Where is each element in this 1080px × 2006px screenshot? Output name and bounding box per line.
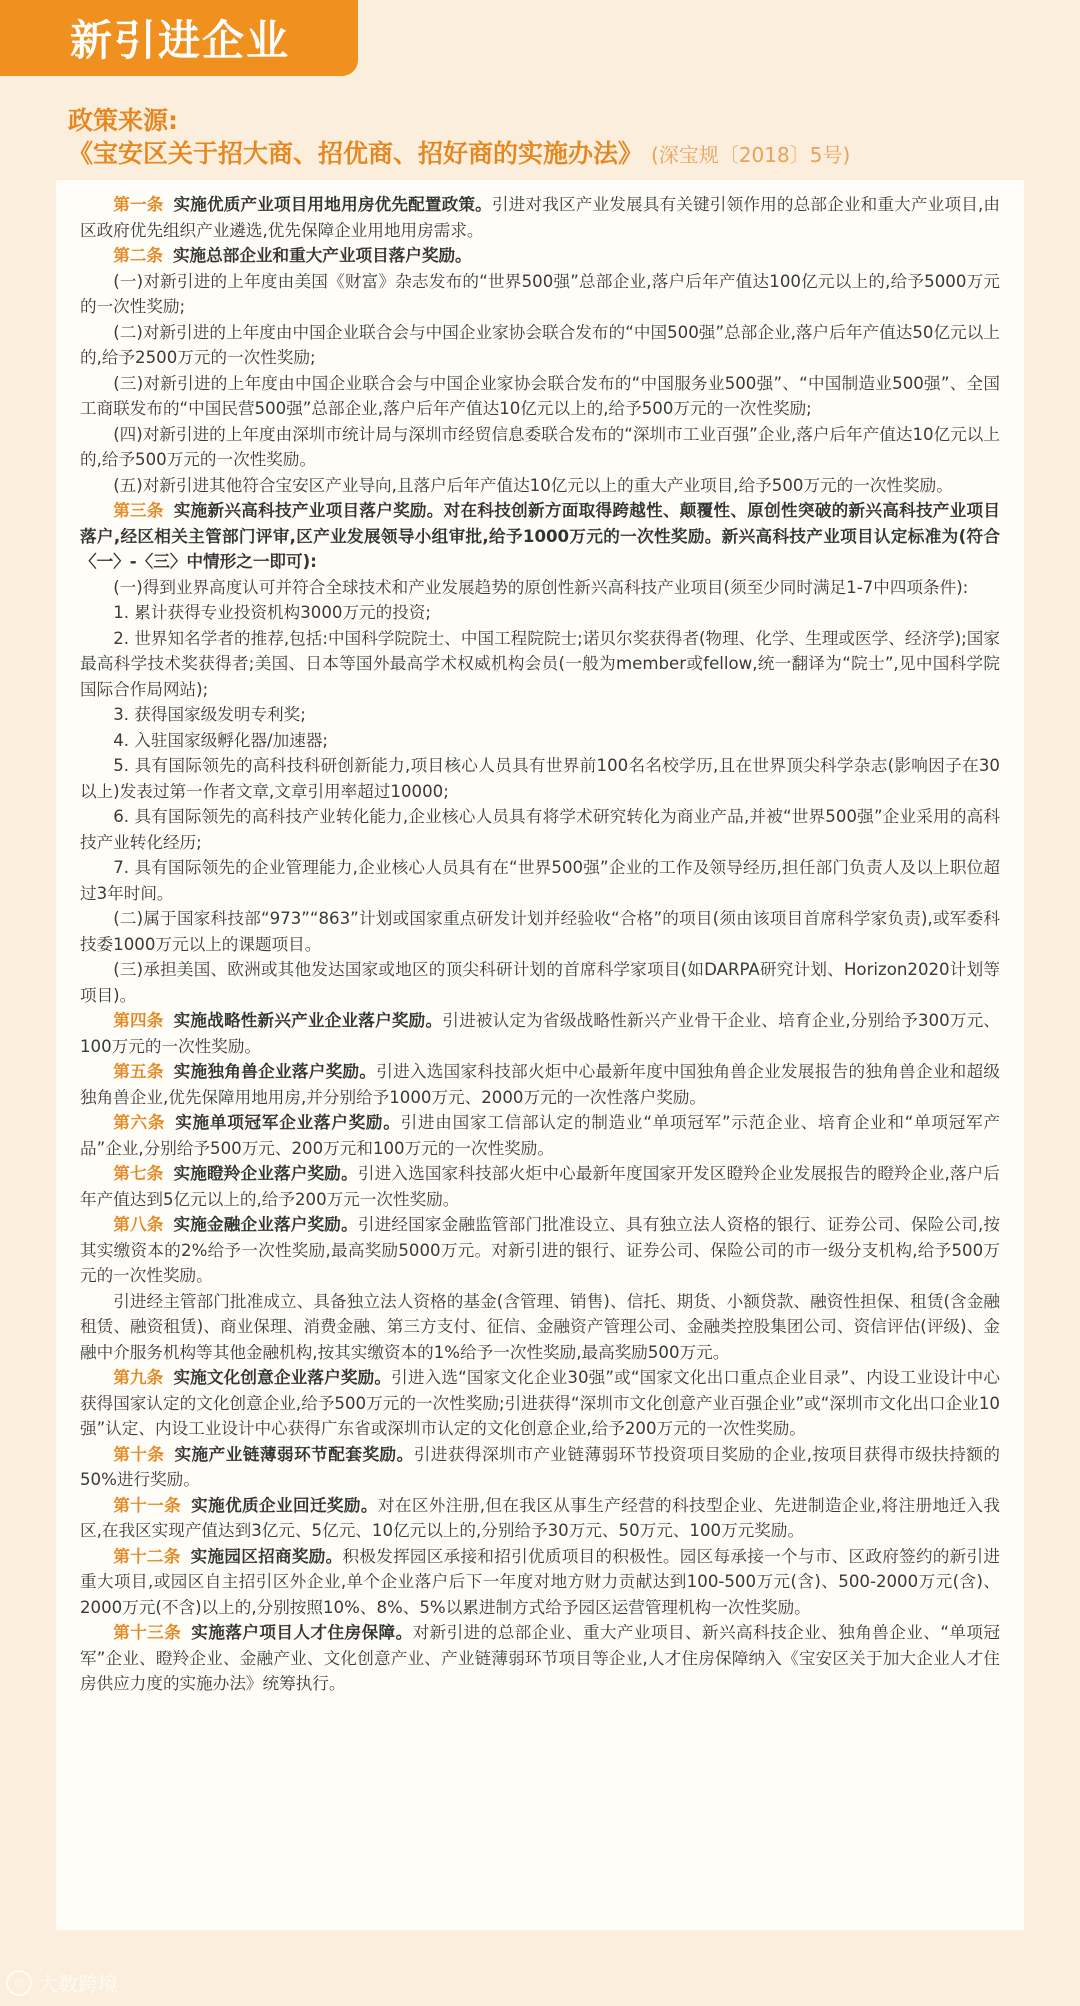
article-heading: 实施文化创意企业落户奖励。 xyxy=(173,1368,392,1387)
article-heading: 实施产业链薄弱环节配套奖励。 xyxy=(174,1444,414,1464)
article-text: (一)得到业界高度认可并符合全球技术和产业发展趋势的原创性新兴高科技产业项目(须至少同时满足1-7中四项条件): xyxy=(113,577,969,597)
article-paragraph xyxy=(80,753,1000,804)
article-paragraph xyxy=(80,243,1000,269)
article-text: 引进被认定为省级战略性新兴产业骨干企业、培育企业,分别给予300万元、100万元的一次性奖励。 xyxy=(80,1011,1001,1056)
article-paragraph xyxy=(80,804,1000,855)
article-heading: 实施优质产业项目用地用房优先配置政策。 xyxy=(173,195,492,214)
watermark-text: 大数跨境 xyxy=(38,1972,118,1996)
article-text: (二)属于国家科技部“973”“863”计划或国家重点研发计划并经验收“合格”的项目(须由该项目首席科学家负责),或军委科技委1000万元以上的课题项目。 xyxy=(80,909,1000,954)
article-paragraph xyxy=(80,855,1000,906)
article-text: 5. 具有国际领先的高科技科研创新能力,项目核心人员具有世界前100名名校学历,且在世界顶尖科学杂志(影响因子在30以上)发表过第一作者文章,文章引用率超过10000; xyxy=(80,756,1000,801)
section-title: 新引进企业 xyxy=(70,16,291,65)
article-number: 第四条 xyxy=(113,1011,164,1030)
article-paragraph xyxy=(80,269,1000,320)
section-header xyxy=(0,0,358,76)
article-text: 积极发挥园区承接和招引优质项目的积极性。园区每承接一个与市、区政府签约的新引进重大项目,或园区自主招引区外企业,单个企业落户后下一年度对地方财力贡献达到100-500万元(含)、500-2000万元(含)、2000万元(不含)以上的,分别按照10%、8%、5%以累进制方式给予园区运营管理机构一次性奖励。 xyxy=(80,1546,1001,1617)
article-text: (三)对新引进的上年度由中国企业联合会与中国企业家协会联合发布的“中国服务业500强”、“中国制造业500强”、全国工商联发布的“中国民营500强”总部企业,落户后年产值达10亿元以上的,给予500万元的一次性奖励; xyxy=(80,373,1000,418)
article-heading: 实施落户项目人才住房保障。 xyxy=(191,1623,413,1642)
article-paragraph xyxy=(80,320,1000,371)
article-text: 2. 世界知名学者的推荐,包括:中国科学院院士、中国工程院院士;诺贝尔奖获得者(物理、化学、生理或医学、经济学);国家最高科学技术奖获得者;美国、日本等国外最高学术权威机构会员(一般为member或fellow,统一翻译为“院士”,见中国科学院国际合作局网站); xyxy=(80,628,1000,699)
article-number: 第七条 xyxy=(113,1164,164,1183)
article-paragraph xyxy=(80,1620,1000,1697)
article-text: (二)对新引进的上年度由中国企业联合会与中国企业家协会联合发布的“中国500强”总部企业,落户后年产值达50亿元以上的,给予2500万元的一次性奖励; xyxy=(80,322,1000,367)
policy-content-box xyxy=(56,180,1024,1930)
article-number: 第一条 xyxy=(113,195,164,214)
article-paragraph xyxy=(80,1544,1000,1621)
article-text: 3. 获得国家级发明专利奖; xyxy=(113,705,306,724)
article-paragraph xyxy=(80,702,1000,728)
article-text: 引进经主管部门批准成立、具备独立法人资格的基金(含管理、销售)、信托、期货、小额贷款、融资性担保、租赁(含金融租赁、融资租赁)、商业保理、消费金融、第三方支付、征信、金融资产管理公司、金融类控股集团公司、资信评估(评级)、金融中介服务机构等其他金融机构,按其实缴资本的1%给予一次性奖励,最高奖励500万元。 xyxy=(80,1291,1000,1362)
article-text: 引进经国家金融监管部门批准设立、具有独立法人资格的银行、证券公司、保险公司,按其实缴资本的2%给予一次性奖励,最高奖励5000万元。对新引进的银行、证券公司、保险公司的市一级分支机构,给予500万元的一次性奖励。 xyxy=(80,1215,1001,1285)
article-paragraph xyxy=(80,957,1000,1008)
source-label: 政策来源: xyxy=(68,106,178,135)
article-text: 4. 入驻国家级孵化器/加速器; xyxy=(113,730,329,750)
article-text: 引进对我区产业发展具有关键引领作用的总部企业和重大产业项目,由区政府优先组织产业遴选,优先保障企业用地用房需求。 xyxy=(80,195,1001,240)
article-number: 第五条 xyxy=(113,1062,164,1081)
article-paragraph xyxy=(80,422,1000,473)
article-text: (一)对新引进的上年度由美国《财富》杂志发布的“世界500强”总部企业,落户后年产值达100亿元以上的,给予5000万元的一次性奖励; xyxy=(80,271,1000,316)
article-paragraph xyxy=(80,1212,1000,1289)
article-text: 7. 具有国际领先的企业管理能力,企业核心人员具有在“世界500强”企业的工作及领导经历,担任部门负责人及以上职位超过3年时间。 xyxy=(80,858,1000,903)
article-heading: 实施战略性新兴产业企业落户奖励。 xyxy=(173,1011,443,1030)
article-heading: 实施独角兽企业落户奖励。 xyxy=(173,1062,377,1081)
watermark xyxy=(6,1968,118,1997)
article-text: 对新引进的总部企业、重大产业项目、新兴高科技企业、独角兽企业、“单项冠军”企业、瞪羚企业、金融产业、文化创意产业、产业链薄弱环节项目等企业,人才住房保障纳入《宝安区关于加大企业人才住房供应力度的实施办法》统筹执行。 xyxy=(80,1623,1001,1693)
article-paragraph xyxy=(80,1442,1000,1493)
article-text: 引进获得深圳市产业链薄弱环节投资项目奖励的企业,按项目获得市级扶持额的50%进行奖励。 xyxy=(80,1444,1001,1489)
article-text: (三)承担美国、欧洲或其他发达国家或地区的顶尖科研计划的首席科学家项目(如DARPA研究计划、Horizon2020计划等项目)。 xyxy=(80,960,1000,1005)
article-paragraph xyxy=(80,371,1000,422)
article-paragraph xyxy=(80,1008,1000,1059)
article-text: (四)对新引进的上年度由深圳市统计局与深圳市经贸信息委联合发布的“深圳市工业百强”企业,落户后年产值达10亿元以上的,给予500万元的一次性奖励。 xyxy=(80,424,1000,469)
article-paragraph xyxy=(80,626,1000,703)
article-paragraph xyxy=(80,473,1000,499)
article-text: (五)对新引进其他符合宝安区产业导向,且落户后年产值达10亿元以上的重大产业项目,给予500万元的一次性奖励。 xyxy=(113,475,953,495)
article-text: 对在区外注册,但在我区从事生产经营的科技型企业、先进制造企业,将注册地迁入我区,在我区实现产值达到3亿元、5亿元、10亿元以上的,分别给予30万元、50万元、100万元奖励。 xyxy=(80,1495,1001,1540)
article-heading: 实施总部企业和重大产业项目落户奖励。 xyxy=(172,246,472,265)
article-paragraph xyxy=(80,1493,1000,1544)
article-heading: 实施瞪羚企业落户奖励。 xyxy=(173,1164,358,1183)
article-heading: 实施金融企业落户奖励。 xyxy=(173,1215,358,1234)
article-number: 第三条 xyxy=(113,501,164,520)
article-number: 第九条 xyxy=(113,1368,164,1387)
article-number: 第六条 xyxy=(113,1113,166,1132)
source-title: 《宝安区关于招大商、招优商、招好商的实施办法》 xyxy=(68,139,644,168)
article-number: 第十一条 xyxy=(113,1495,182,1515)
article-paragraph xyxy=(80,906,1000,957)
article-text: 引进入选“国家文化企业30强”或“国家文化出口重点企业目录”、内设工业设计中心获得国家认定的文化创意企业,给予500万元的一次性奖励;引进获得“深圳市文化创意产业百强企业”或“深圳市文化出口企业10强”认定、内设工业设计中心获得广东省或深圳市认定的文化创意企业,给予200万元的一次性奖励。 xyxy=(80,1368,1001,1438)
article-heading: 实施优质企业回迁奖励。 xyxy=(191,1495,378,1515)
article-paragraph xyxy=(80,1161,1000,1212)
article-number: 第十条 xyxy=(113,1444,165,1464)
article-paragraph xyxy=(80,728,1000,754)
article-number: 第二条 xyxy=(113,246,163,265)
article-number: 第十二条 xyxy=(113,1546,181,1566)
article-paragraph xyxy=(80,1110,1000,1161)
source-doc-number: (深宝规〔2018〕5号) xyxy=(651,143,851,167)
article-number: 第十三条 xyxy=(113,1623,182,1642)
article-text: 引进入选国家科技部火炬中心最新年度国家开发区瞪羚企业发展报告的瞪羚企业,落户后年产值达到5亿元以上的,给予200万元一次性奖励。 xyxy=(80,1164,1001,1209)
article-paragraph xyxy=(80,1289,1000,1366)
policy-source xyxy=(68,104,1048,172)
article-number: 第八条 xyxy=(113,1215,164,1234)
source-title-line xyxy=(68,137,1048,172)
article-text: 6. 具有国际领先的高科技产业转化能力,企业核心人员具有将学术研究转化为商业产品,并被“世界500强”企业采用的高科技产业转化经历; xyxy=(80,807,1000,852)
article-paragraph xyxy=(80,575,1000,601)
article-text: 引进由国家工信部认定的制造业“单项冠军”示范企业、培育企业和“单项冠军产品”企业,分别给予500万元、200万元和100万元的一次性奖励。 xyxy=(80,1113,1001,1158)
article-paragraph xyxy=(80,1365,1000,1442)
article-text: 引进入选国家科技部火炬中心最新年度中国独角兽企业发展报告的独角兽企业和超级独角兽企业,优先保障用地用房,并分别给予1000万元、2000万元的一次性落户奖励。 xyxy=(80,1062,1001,1107)
article-paragraph xyxy=(80,600,1000,626)
articles-list xyxy=(80,192,1000,1697)
watermark-logo-icon: ◎ xyxy=(6,1970,32,1996)
article-heading: 实施园区招商奖励。 xyxy=(190,1546,343,1566)
article-heading: 实施单项冠军企业落户奖励。 xyxy=(175,1113,401,1132)
article-heading: 实施新兴高科技产业项目落户奖励。对在科技创新方面取得跨越性、颠覆性、原创性突破的新兴高科技产业项目落户,经区相关主管部门评审,区产业发展领导小组审批,给予1000万元的一次性奖励。新兴高科技产业项目认定标准为(符合〈一〉-〈三〉中情形之一即可): xyxy=(80,501,1001,571)
article-text: 1. 累计获得专业投资机构3000万元的投资; xyxy=(113,603,432,622)
article-paragraph xyxy=(80,192,1000,243)
article-paragraph xyxy=(80,498,1000,575)
article-paragraph xyxy=(80,1059,1000,1110)
